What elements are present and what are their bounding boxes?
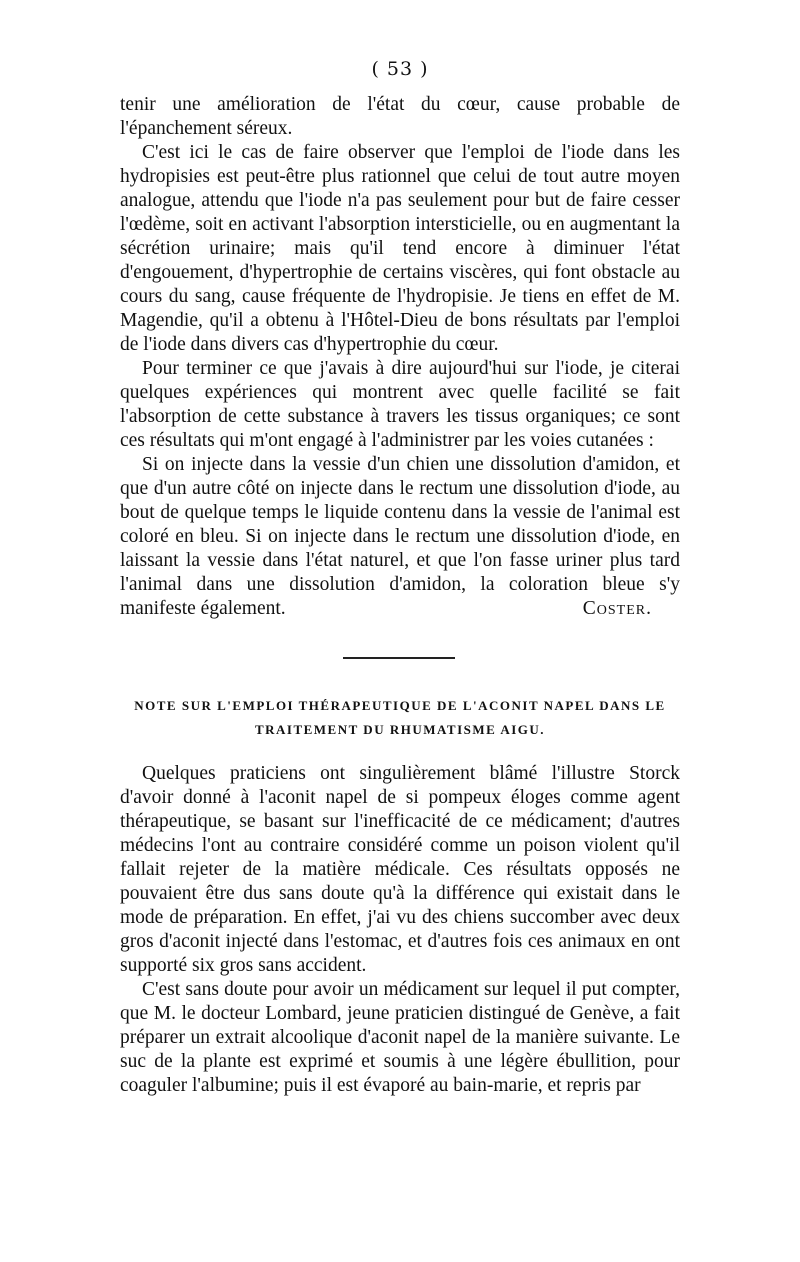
section-divider [343,657,455,659]
paragraph: Quelques praticiens ont singulièrement blâmé l'illustre Storck d'avoir donné à l'aconit napel de si pompeux éloges comme agent thérapeutique, se basant sur l'inefficacité de ce médicament; d'autres médecins l'ont au contraire considéré comme un poison violent qu'il fallait rejeter de la matière médicale. Ces résultats opposés ne pouvaient être dus sans doute qu'à la différence qui existait dans le mode de préparation. En effet, j'ai vu des chiens succomber avec deux gros d'aconit injecté dans l'estomac, et d'autres fois ces animaux en ont supporté six gros sans accident. [120,763,680,976]
page-number: ( 53 ) [371,58,429,80]
paragraph: Pour terminer ce que j'avais à dire aujourd'hui sur l'iode, je citerai quelques expériences qui montrent avec quelle facilité se fait l'absorption de cette substance à travers les tissus organiques; ce sont ces résultats qui m'ont engagé à l'administrer par les voies cutanées : [120,358,680,451]
text-block-bottom [120,762,680,1098]
paragraph: tenir une amélioration de l'état du cœur, cause probable de l'épanchement séreux. [120,94,680,139]
paragraph-with-signature [120,453,680,621]
paragraph: C'est sans doute pour avoir un médicament sur lequel il put compter, que M. le docteur Lombard, jeune praticien distingué de Genève, a fait préparer un extrait alcoolique d'aconit napel de la manière suivante. Le suc de la plante est exprimé et soumis à une légère ébullition, pour coaguler l'albumine; puis il est évaporé au bain-marie, et repris par [120,979,680,1096]
author-signature: Coster. [582,598,652,619]
paragraph: C'est ici le cas de faire observer que l'emploi de l'iode dans les hydropisies est peut-être plus rationnel que celui de tout autre moyen analogue, attendu que l'iode n'a pas seulement pour but de faire cesser l'œdème, soit en activant l'absorption intersticielle, ou en augmentant la sécrétion urinaire; mais qu'il tend encore à diminuer l'état d'engouement, d'hypertrophie de certains viscères, qui font obstacle au cours du sang, cause fréquente de l'hydropisie. Je tiens en effet de M. Magendie, qu'il a obtenu à l'Hôtel-Dieu de bons résultats par l'emploi de l'iode dans divers cas d'hypertrophie du cœur. [120,142,680,355]
section-heading: NOTE SUR L'EMPLOI THÉRAPEUTIQUE DE L'ACONIT NAPEL DANS LE TRAITEMENT DU RHUMATISME AIGU. [134,698,666,737]
text-block-top [120,93,680,621]
paragraph: Si on injecte dans la vessie d'un chien une dissolution d'amidon, et que d'un autre côté on injecte dans le rectum une dissolution d'iode, au bout de quelque temps le liquide contenu dans la vessie de l'animal est coloré en bleu. Si on injecte dans le rectum une dissolution d'iode, en laissant la vessie dans l'état naturel, et que l'on fasse uriner plus tard l'animal dans une dissolution d'amidon, la coloration bleue s'y manifeste également. [120,454,680,619]
